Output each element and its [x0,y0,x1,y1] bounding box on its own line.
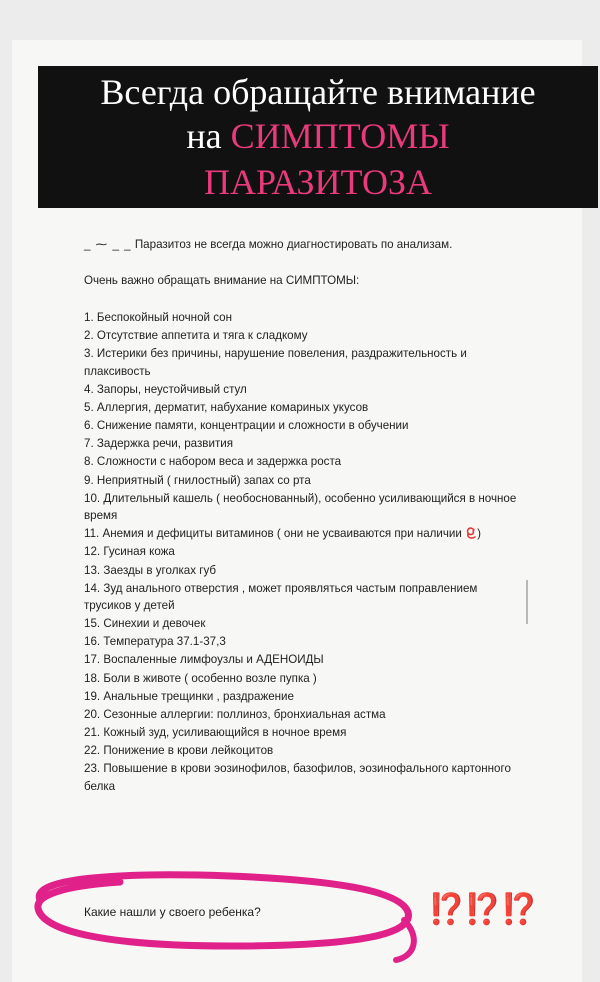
list-item: 8. Сложности с набором веса и задержка роста [84,455,342,469]
list-item: 10. Длительный кашель ( необоснованный), особенно усиливающийся в ночное время [84,491,517,523]
title-line-2-prefix: на [186,116,231,156]
list-item: 16. Температура 37.1-37,3 [84,635,226,649]
list-item: 1. Беспокойный ночной сон [84,311,232,325]
list-item: 17. Воспаленные лимфоузлы и АДЕНОИДЫ [84,653,324,667]
list-item: 15. Синехии и девочек [84,617,206,631]
list-item: 20. Сезонные аллергии: поллиноз, бронхиальная астма [84,707,386,721]
list-item: 5. Аллергия, дерматит, набухание комариных укусов [84,401,369,415]
list-item: 22. Понижение в крови лейкоцитов [84,743,274,757]
list-item: 7. Задержка речи, развития [84,437,234,451]
list-item: 9. Неприятный ( гнилостный) запах со рта [84,473,311,487]
list-item: 3. Истерики без причины, нарушение повеления, раздражительность и плаксивость [84,347,467,378]
emphasis-line: Очень важно обращать внимание на СИМПТОМЫ: [84,273,360,287]
exclamation-question-icon: ⁉️⁉️⁉️ [428,893,538,926]
intro-text: Паразитоз не всегда можно диагностировать по анализам. [134,238,453,251]
list-item: 21. Кожный зуд, усиливающийся в ночное время [84,725,347,739]
list-item-11-text: 11. Анемия и дефициты витаминов ( они не усваиваются при наличии [84,527,462,541]
list-item: 18. Боли в животе ( особенно возле пупка ) [84,671,317,685]
list-item: 4. Запоры, неустойчивый стул [84,383,247,397]
list-item: 12. Гусиная кожа [84,545,175,559]
list-item: 19. Анальные трещинки , раздражение [84,689,294,703]
list-item: 23. Повышение в крови эозинофилов, базофилов, эозинофального картонного белка [84,762,511,793]
closing-question: Какие нашли у своего ребенка? [84,905,261,919]
list-item: 2. Отсутствие аппетита и тяга к сладкому [84,329,308,343]
list-item-11-tail: ) [477,527,481,541]
title-accent-symptoms: СИМПТОМЫ [230,116,450,156]
intro-mark: _ ⁓ _ _ [84,238,132,251]
list-item: 14. Зуд анального отверстия , может проявляться частым поправлением трусиков у детей [84,581,478,613]
list-item: 13. Заезды в уголках губ [84,563,217,577]
list-item: 6. Снижение памяти, концентрации и сложности в обучении [84,419,409,433]
title-line-3: ПАРАЗИТОЗА [203,162,433,202]
title-line-1: Всегда обращайте внимание [100,72,536,112]
